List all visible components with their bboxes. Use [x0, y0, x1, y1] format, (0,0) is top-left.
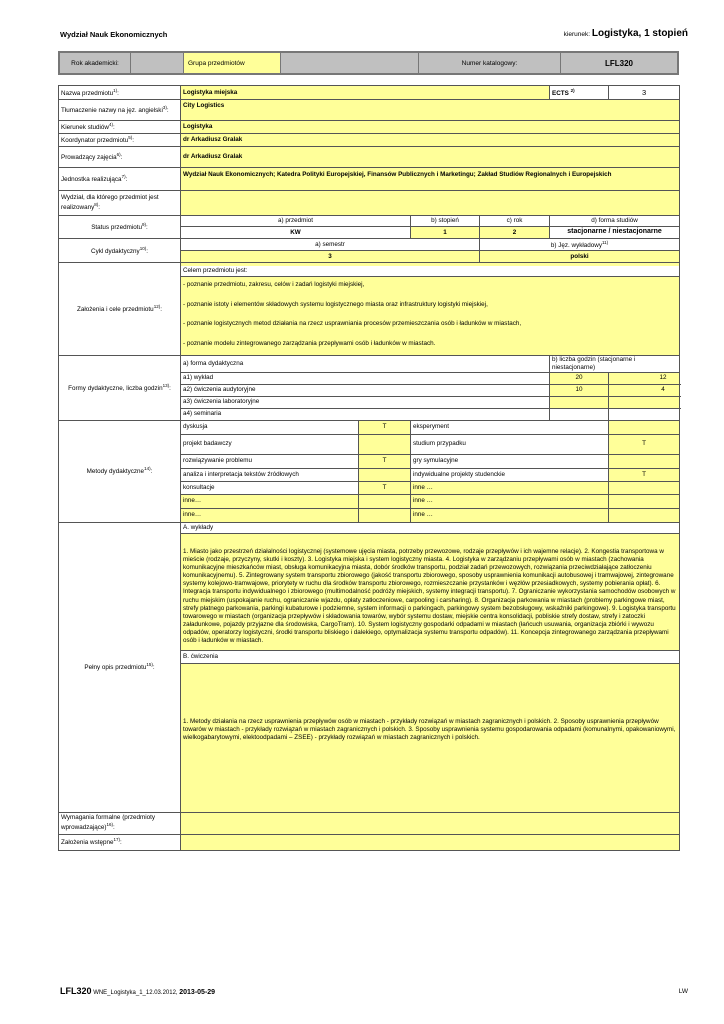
method-right-flag[interactable]	[609, 508, 680, 522]
goals-value[interactable]	[181, 263, 680, 356]
method-right: gry symulacyjne	[411, 454, 609, 468]
forms-label: Formy dydaktyczne, liczba godzin$^{13)}$:	[59, 356, 181, 421]
forms-head-b: b) liczba godzin (stacjonarne i niestacjonarne)	[550, 356, 680, 373]
method-right-flag[interactable]	[609, 494, 680, 508]
catalog-value: LFL320	[561, 53, 677, 73]
lectures-text: 1. Miasto jako przestrzeń działalności logistycznej (systemowe ujęcia miasta, potrzeby przewozowe, rodzaje przepływów i ich wajemne relacje). 2. Kongestia transportowa w mieście (rodzaje, przyczyny, skutki i koszty). 3. Logistyka miejska i system logistyczny miasta. 4. Logistyka w zarządzaniu przepływami osób w miastach (zachowania komunikacyjne mieszkańców miast, obsługa komunikacyjna miasta, dobór środków transportu, podział zadań przewozowych, rozwiązania przeciwdziałające zatłoczeniu komunikacyjnemu). 5. Zintegrowany system transportu zbiorowego (jakość transportu zbiorowego, sposoby usprawnienia komunikacji autobusowej i tramwajowej, zintegrowane systemy kolejowo-tramwajowe, priorytety w ruchu dla środków transportu zbiorowego, rozmieszczanie przystanków i węzłów przesiadkowych, systemy pobierania opłat). 6. Integracja transportu indywidualnego i zbiorowego (multimodalność podróży miejskich, systemy integracji transportu). 7. Ograniczanie wykorzystania samochodów osobowych w ruchu miejskim (uspokajanie ruchu, ograniczanie wjazdu, opłaty zatłoczeniowe, carpooling i carsharing). 8. Organizacja parkowania w miastach (problemy parkingowe miast, strefy płatnego parkowania, parkingi kubaturowe i podziemne, system informacji o parkingach, parkingowy system bezobsługowy, wskaźniki parkingowe). 9. Logistyka transportu towarowego w miastach (organizacja przepływów i składowania towarów, wybór systemu dostaw, miejskie centra konsolidacji, pobliskie strefy dostaw, strefy i zatoczki załadunkowe, pojazdy przyjazne dla środowiska, CargoTram). 10. System logistyczny gospodarki odpadami w miastach (łańcuch usuwania, organizacja zbiórki i wywozu odpadów, operatorzy logistyczni, środki transportu bliskiego i dalekiego, optymalizacja systemu transportu odpadów). 11. Koncepcja zintegrowanego zarządzania przepływami osób i ładunków w miastach.	[183, 547, 676, 645]
teacher-value[interactable]: dr Arkadiusz Gralak	[181, 147, 680, 168]
cycle-head-a: a) semestr	[181, 239, 480, 251]
goal-item: - poznanie modelu zintegrowanego zarządzania przepływami osób i ładunków w miastach.	[183, 340, 436, 348]
status-label: Status przedmiotu$^{9)}$:	[59, 216, 181, 239]
ects-label: ECTS $^{2)}$	[550, 86, 609, 100]
method-left: analiza i interpretacja tekstów źródłowych	[181, 468, 359, 481]
method-left: inne…	[181, 508, 359, 522]
method-right: indywidualne projekty studenckie	[411, 468, 609, 481]
form-name: a1) wykład	[181, 372, 550, 384]
group-value[interactable]	[281, 53, 419, 73]
direction-label: Kierunek studiów$^{4)}$:	[59, 121, 181, 134]
method-right: inne …	[411, 494, 609, 508]
method-left-flag[interactable]	[359, 434, 411, 454]
status-head-d: d) forma studiów	[550, 216, 680, 227]
faculty-header: Wydział Nauk Ekonomicznych	[60, 30, 168, 39]
method-right-flag[interactable]	[609, 454, 680, 468]
method-left-flag[interactable]	[359, 494, 411, 508]
row-for-faculty	[59, 191, 680, 216]
method-left-flag[interactable]: T	[359, 481, 411, 494]
method-right-flag[interactable]	[609, 481, 680, 494]
row-formal-requirements	[59, 812, 680, 834]
status-value-b[interactable]: 1	[411, 227, 480, 239]
course-card-table	[58, 85, 680, 851]
translation-value[interactable]: City Logistics	[181, 100, 680, 121]
coordinator-label: Koordynator przedmiotu$^{5)}$:	[59, 134, 181, 147]
goals-label: Założenia i cele przedmiotu$^{12)}$:	[59, 263, 181, 356]
method-left-flag[interactable]: T	[359, 454, 411, 468]
lectures-title: A. wykłady	[181, 523, 679, 534]
form-hours-stationary[interactable]: 10	[550, 384, 609, 396]
status-head-c: c) rok	[480, 216, 550, 227]
cycle-value-b[interactable]: polski	[480, 251, 680, 263]
row-teacher	[59, 147, 680, 168]
row-translation	[59, 100, 680, 121]
method-right: inne …	[411, 508, 609, 522]
row-status-header	[59, 216, 680, 227]
direction-header-label: kierunek:	[563, 31, 591, 38]
row-description	[59, 522, 680, 812]
formal-requirements-value[interactable]	[181, 812, 680, 834]
direction-value[interactable]: Logistyka	[181, 121, 680, 134]
translation-label: Tłumaczenie nazwy na jęz. angielski$^{3)}$:	[59, 100, 181, 121]
row-direction	[59, 121, 680, 134]
initial-assumptions-value[interactable]	[181, 834, 680, 850]
goal-item: - poznanie logistycznych metod działania na rzecz usprawniania procesów przemieszczania osób i ładunków w miastach,	[183, 320, 522, 328]
form-hours-stationary[interactable]	[550, 408, 609, 420]
cycle-value-a[interactable]: 3	[181, 251, 480, 263]
footer-initials: LW	[678, 988, 688, 995]
coordinator-value[interactable]: dr Arkadiusz Gralak	[181, 134, 680, 147]
form-hours-extramural[interactable]: 12	[609, 372, 680, 384]
form-hours-extramural[interactable]	[609, 396, 680, 408]
status-value-d[interactable]: stacjonarne / niestacjonarne	[550, 227, 680, 239]
row-forms-header	[59, 356, 680, 373]
for-faculty-label: Wydział, dla którego przedmiot jest realizowany$^{8)}$:	[59, 191, 181, 216]
method-left: konsultacje	[181, 481, 359, 494]
group-label: Grupa przedmiotów	[184, 53, 281, 73]
method-right-flag[interactable]: T	[609, 434, 680, 454]
goal-item: - poznanie przedmiotu, zakresu, celów i zadań logistyki miejskiej,	[183, 280, 365, 288]
description-label: Pełny opis przedmiotu$^{15)}$:	[59, 522, 181, 812]
status-head-b: b) stopień	[411, 216, 480, 227]
goals-intro: Celem przedmiotu jest:	[181, 266, 679, 277]
unit-label: Jednostka realizująca$^{7)}$:	[59, 168, 181, 191]
initial-assumptions-label: Założenia wstępne$^{17)}$:	[59, 834, 181, 850]
method-right-flag[interactable]: T	[609, 468, 680, 481]
ects-value[interactable]: 3	[609, 86, 680, 100]
methods-label: Metody dydaktyczne$^{14)}$:	[59, 420, 181, 522]
cycle-label: Cykl dydaktyczny$^{10)}$:	[59, 239, 181, 263]
footer-code: LFL320	[60, 986, 92, 996]
row-name	[59, 86, 680, 100]
form-hours-stationary[interactable]	[550, 396, 609, 408]
unit-value[interactable]: Wydział Nauk Ekonomicznych; Katedra Polityki Europejskiej, Finansów Publicznych i Marketingu; Zakład Studiów Regionalnych i Europejskich	[181, 168, 680, 191]
direction-header	[564, 28, 688, 39]
teacher-label: Prowadzący zajęcia$^{6)}$:	[59, 147, 181, 168]
description-value[interactable]	[181, 522, 680, 812]
methods-row	[59, 420, 680, 434]
method-left-flag[interactable]: T	[359, 420, 411, 434]
direction-header-value: Logistyka, 1 stopień	[591, 28, 688, 39]
formal-requirements-label: Wymagania formalne (przedmioty wprowadzające)$^{16)}$:	[59, 812, 181, 834]
row-initial-assumptions	[59, 834, 680, 850]
footer-file: WNE_Logistyka_1_12.03.2012,	[93, 990, 178, 996]
row-cycle-header	[59, 239, 680, 251]
top-info-bar	[58, 51, 679, 75]
status-value-c[interactable]: 2	[480, 227, 550, 239]
method-right-flag[interactable]	[609, 420, 680, 434]
exercises-title: B. ćwiczenia	[181, 650, 679, 664]
goal-item: - poznanie istoty i elementów składowych systemu logistycznego miasta oraz infrastruktury logistyki miejskiej,	[183, 300, 488, 308]
cycle-head-b: b) Jęz. wykładowy$^{11)}$	[480, 239, 680, 251]
method-left: dyskusja	[181, 420, 359, 434]
status-value-a[interactable]: KW	[181, 227, 411, 239]
method-left: inne…	[181, 494, 359, 508]
method-left-flag[interactable]	[359, 468, 411, 481]
footer-info	[60, 986, 215, 996]
method-left: rozwiązywanie problemu	[181, 454, 359, 468]
method-right: studium przypadku	[411, 434, 609, 454]
form-name: a3) ćwiczenia laboratoryjne	[181, 396, 550, 408]
row-coordinator	[59, 134, 680, 147]
method-right: eksperyment	[411, 420, 609, 434]
form-name: a2) ćwiczenia audytoryjne	[181, 384, 550, 396]
name-label: Nazwa przedmiotu$^{1)}$:	[59, 86, 181, 100]
method-left-flag[interactable]	[359, 508, 411, 522]
row-unit	[59, 168, 680, 191]
row-goals	[59, 263, 680, 356]
form-hours-extramural[interactable]: 4	[609, 384, 680, 396]
status-head-a: a) przedmiot	[181, 216, 411, 227]
forms-head-a: a) forma dydaktyczna	[181, 356, 550, 373]
form-name: a4) seminaria	[181, 408, 550, 420]
footer-date: 2013-05-29	[179, 989, 216, 996]
name-value[interactable]: Logistyka miejska	[181, 86, 550, 100]
for-faculty-value[interactable]	[181, 191, 680, 216]
academic-year-value[interactable]	[131, 53, 184, 73]
academic-year-label: Rok akademicki:	[60, 53, 131, 73]
catalog-label: Numer katalogowy:	[419, 53, 561, 73]
form-hours-extramural[interactable]	[609, 408, 680, 420]
method-right: inne …	[411, 481, 609, 494]
exercises-text: 1. Metody działania na rzecz usprawnienia przepływów osób w miastach - przykłady rozwiązań w miastach zagranicznych i polskich. 2. Sposoby usprawnienia przepływów towarów w miastach - przykłady rozwiązań w miastach zagranicznych i polskich. 3. Sposoby usprawnienia systemu gospodarowania odpadami (komunalnymi, opakowaniowymi, wielkogabarytowymi, elektoodpadami – ZSEE) - przykłady rozwiązań w miastach zagranicznych i polskich.	[183, 717, 676, 741]
method-left: projekt badawczy	[181, 434, 359, 454]
form-hours-stationary[interactable]: 20	[550, 372, 609, 384]
